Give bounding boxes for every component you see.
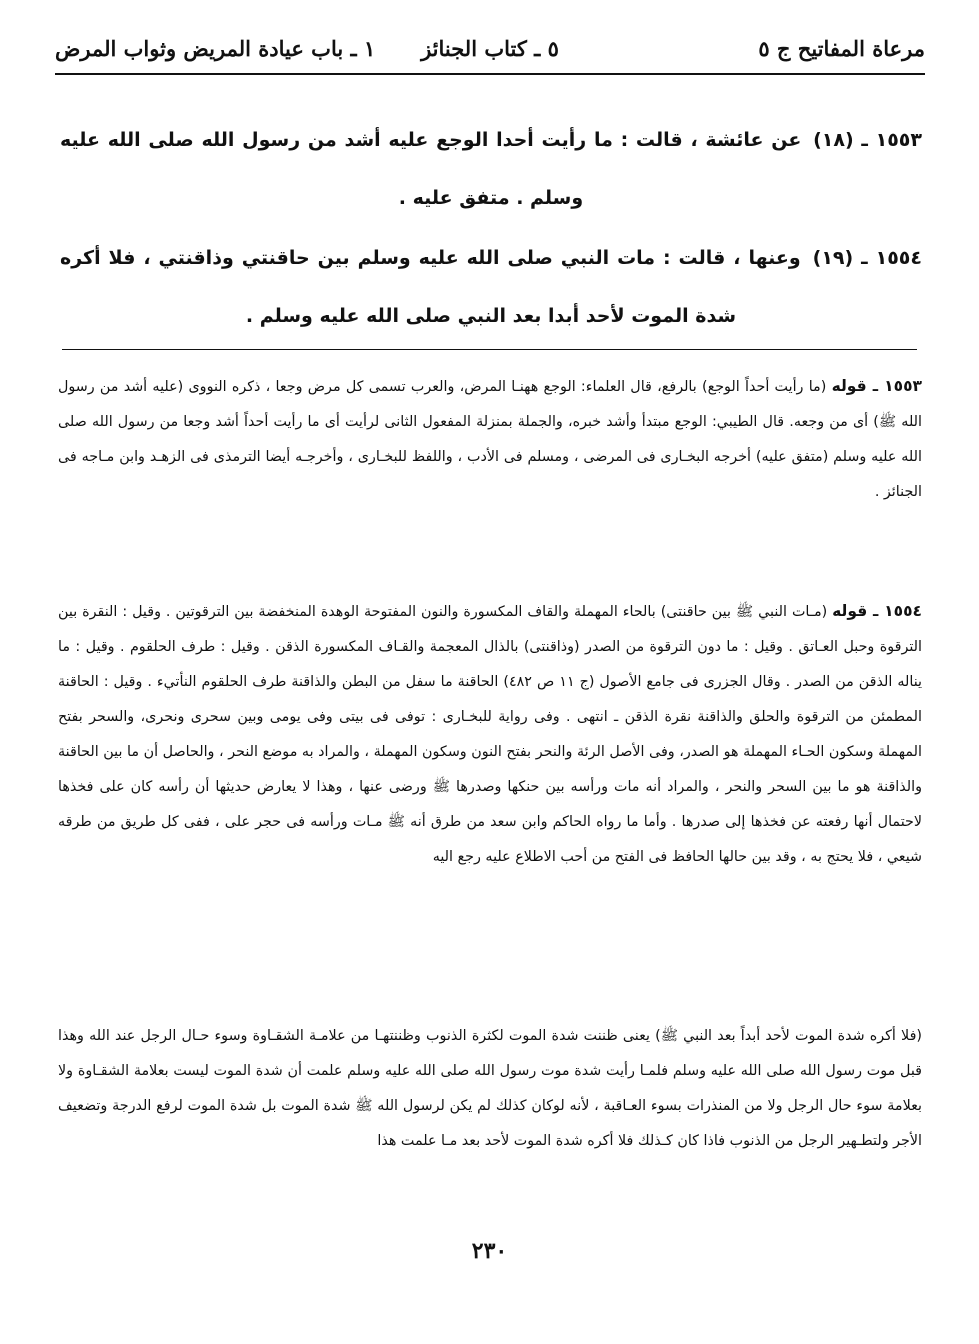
commentary-lead: ١٥٥٣ ـ قوله: [831, 377, 922, 395]
hadith-1554: [60, 229, 922, 345]
header-divider: [55, 73, 925, 75]
commentary-1554: [58, 594, 922, 875]
hadith-number: ١٥٥٤ ـ (١٩): [812, 247, 922, 269]
hadith-number: ١٥٥٣ ـ (١٨): [813, 129, 922, 151]
commentary-divider: [62, 349, 917, 350]
hadith-text: عن عائشة ، قالت : ما رأيت أحدا الوجع عليه أشد من رسول الله صلى الله عليه وسلم . متفق عليه .: [60, 129, 802, 209]
running-header: [55, 28, 925, 68]
commentary-text: (فلا أكره شدة الموت لأحد أبداً بعد النبي ﷺ) يعنى ظننت شدة الموت لكثرة الذنوب وظننتهـا من علامـة الشقـاوة وسوء حـال الرجل عند الله وهذا قبل موت رسول الله صلى الله عليه وسلم فلمـا رأيت شدة موت رسول الله صلى الله عليه وسلم علمت أن شدة الموت ليست بعلامة الشقـاوة ولا بعلامة سوء حال الرجل ولا من المنذرات بسوء العـاقبة ، لأنه لوكان كذلك لم يكن لرسول الله ﷺ شدة الموت بل شدة الموت لرفع الدرجة وتضعيف الأجر ولتطـهير الرجل من الذنوب فاذا كان كـذلك فلا أكره شدة الموت لأحد بعد مـا علمت هذا: [58, 1028, 922, 1149]
header-section-title: ١ ـ باب عيادة المريض وثواب المرض: [55, 36, 376, 61]
commentary-lead: ١٥٥٤ ـ قوله: [832, 602, 922, 620]
commentary-text: (ما رأيت أحداً الوجع) بالرفع، قال العلماء: الوجع ههنـا المرض، والعرب تسمى كل مرض وجعا ، ذكره النووى (عليه أشد من رسول الله ﷺ) أى من وجعه. قال الطيبي: الوجع مبتدأ وأشد خبره، والجملة بمنزلة المفعول الثانى لرأيت أى ما رأيت أحداً أشد وجعا من رسول الله صلى الله عليه وسلم (متفق عليه) أخرجه البخـارى فى المرضى ، ومسلم فى الأدب ، واللفظ للبخـارى ، وأخرجـه أيضا الترمذى فى الزهـد وابن مـاجه فى الجنائز .: [58, 379, 922, 500]
header-chapter-title: ٥ ـ كتاب الجنائز: [421, 36, 559, 61]
commentary-text: (مـات النبي ﷺ بين حاقنتى) بالحاء المهملة والقاف المكسورة والنون المفتوحة الوهدة المنخفضة بين الترقوتين . وقيل : النقرة بين الترقوة وحبل العـاتق . وقيل : ما دون الترقوة من الصدر (وذاقنتى) بالذال المعجمة والقـاف المكسورة الذقن . وقيل : طرف الحلقوم . وقيل : ما يناله الذقن من الصدر . وقال الجزرى فى جامع الأصول (ج ١١ ص ٤٨٢) الحاقنة ما سفل من البطن والذاقنة طرف الحلقوم النأتيء . وقيل : الحاقنة المطمئن من الترقوة والحلق والذاقنة نقرة الذقن ـ انتهى . وفى رواية للبخـارى : توفى فى بيتى وفى يومى وبين سحرى ونحرى، والسحر بفتح المهملة وسكون الحـاء المهملة هو الصدر، وفى الأصل الرئة والنحر بفتح النون وسكون المهملة ، والمراد به موضع النحر ، والحاصل أن ما بين الحاقنة والذاقنة هو ما بين السحر والنحر ، والمراد أنه مات ورأسه بين حنكها وصدرها ﷺ ورضى عنها ، وهذا لا يعارض حديثها أن رأسه كان على فخذها لاحتمال أنها رفعته عن فخذها إلى صدرها . وأما ما رواه الحاكم وابن سعد من طرق أنه ﷺ مـات ورأسه فى حجر على ، ففى كل طريق من طرقه شيعي ، فلا يحتج به ، وقد بين حالها الحافظ فى الفتح من أحب الاطلاع عليه رجع اليه: [58, 604, 923, 865]
header-book-title: مرعاة المفاتيح ج ٥: [758, 36, 925, 61]
commentary-1554-continued: [58, 1019, 922, 1159]
hadith-text: وعنها ، قالت : مات النبي صلى الله عليه وسلم بين حاقنتي وذاقنتي ، فلا أكره شدة الموت لأحد أبدا بعد النبي صلى الله عليه وسلم .: [60, 247, 801, 327]
commentary-1553: [58, 369, 922, 510]
page-number: ٢٣٠: [471, 1238, 508, 1264]
hadith-1553: [60, 111, 922, 227]
